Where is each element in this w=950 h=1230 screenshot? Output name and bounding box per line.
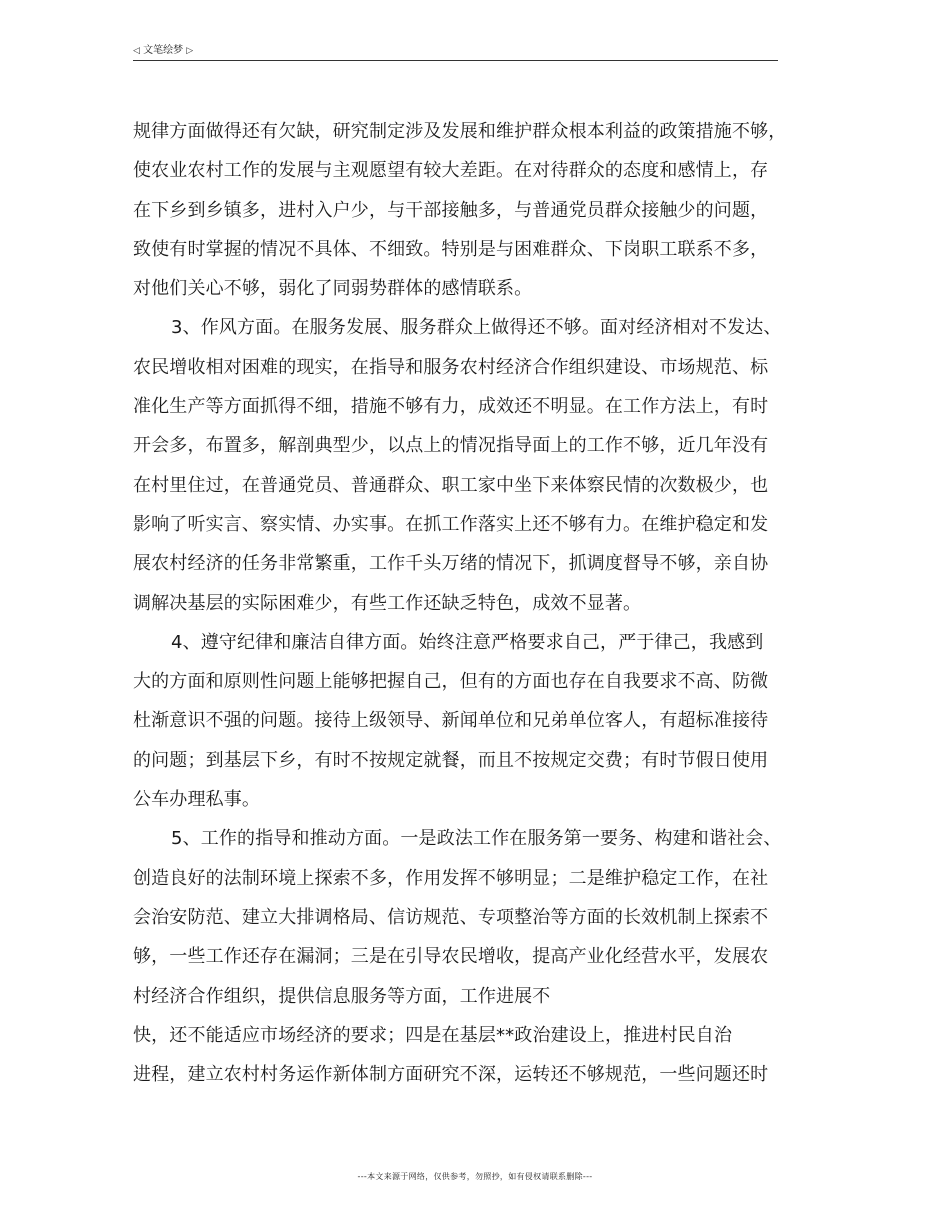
text-line: 开会多，布置多，解剖典型少，以点上的情况指导面上的工作不够，近几年没有 (133, 435, 769, 457)
text-line: 在下乡到乡镇多，进村入户少，与干部接触多，与普通党员群众接触少的问题， (133, 199, 769, 221)
paragraph-start-line: 4、遵守纪律和廉洁自律方面。始终注意严格要求自己，严于律己，我感到 (171, 631, 764, 653)
text-line: 会治安防范、建立大排调格局、信访规范、专项整治等方面的长效机制上探索不 (133, 906, 769, 928)
text-line: 调解决基层的实际困难少，有些工作还缺乏特色，成效不显著。 (133, 592, 642, 614)
text-line: 进程，建立农村村务运作新体制方面研究不深，运转还不够规范，一些问题还时 (133, 1064, 769, 1086)
text-line: 使农业农村工作的发展与主观愿望有较大差距。在对待群众的态度和感情上，存 (133, 160, 769, 182)
text-line: 公车办理私事。 (133, 789, 261, 811)
page-footer: ---本文来源于网络，仅供参考，勿照抄，如有侵权请联系删除--- (357, 1172, 593, 1181)
text-line: 准化生产等方面抓得不细，措施不够有力，成效还不明显。在工作方法上，有时 (133, 396, 769, 418)
text-line: 规律方面做得还有欠缺，研究制定涉及发展和维护群众根本利益的政策措施不够， (133, 121, 787, 142)
text-line: 村经济合作组织，提供信息服务等方面，工作进展不 (133, 985, 551, 1007)
text-line: 的问题；到基层下乡，有时不按规定就餐，而且不按规定交费；有时节假日使用 (133, 749, 769, 771)
text-line: 致使有时掌握的情况不具体、不细致。特别是与困难群众、下岗职工联系不多， (133, 238, 769, 260)
page-header (133, 44, 778, 61)
text-line: 快，还不能适应市场经济的要求；四是在基层**政治建设上，推进村民自治 (133, 1024, 733, 1046)
text-line: 创造良好的法制环境上探索不多，作用发挥不够明显；二是维护稳定工作，在社 (133, 867, 769, 889)
paragraph-start-line: 5、工作的指导和推动方面。一是政法工作在服务第一要务、构建和谐社会、 (171, 828, 782, 850)
header-title: 文笔绘梦 (143, 45, 184, 56)
text-line: 大的方面和原则性问题上能够把握自己，但有的方面也存在自我要求不高、防微 (133, 671, 769, 693)
text-line: 展农村经济的任务非常繁重，工作千头万绪的情况下，抓调度督导不够，亲自协 (133, 553, 769, 575)
paragraph-start-line: 3、作风方面。在服务发展、服务群众上做得还不够。面对经济相对不发达、 (171, 317, 782, 339)
text-line: 在村里住过，在普通党员、普通群众、职工家中坐下来体察民情的次数极少，也 (133, 474, 769, 496)
left-triangle-icon: ◁ (133, 46, 140, 56)
text-line: 杜渐意识不强的问题。接待上级领导、新闻单位和兄弟单位客人，有超标准接待 (133, 710, 769, 732)
document-body (133, 112, 793, 1094)
right-triangle-icon: ▷ (186, 46, 194, 56)
text-line: 够，一些工作还存在漏洞；三是在引导农民增收，提高产业化经营水平，发展农 (133, 946, 769, 968)
text-line: 农民增收相对困难的现实，在指导和服务农村经济合作组织建设、市场规范、标 (133, 356, 769, 378)
text-line: 对他们关心不够，弱化了同弱势群体的感情联系。 (133, 278, 533, 300)
text-line: 影响了听实言、察实情、办实事。在抓工作落实上还不够有力。在维护稳定和发 (133, 513, 769, 535)
